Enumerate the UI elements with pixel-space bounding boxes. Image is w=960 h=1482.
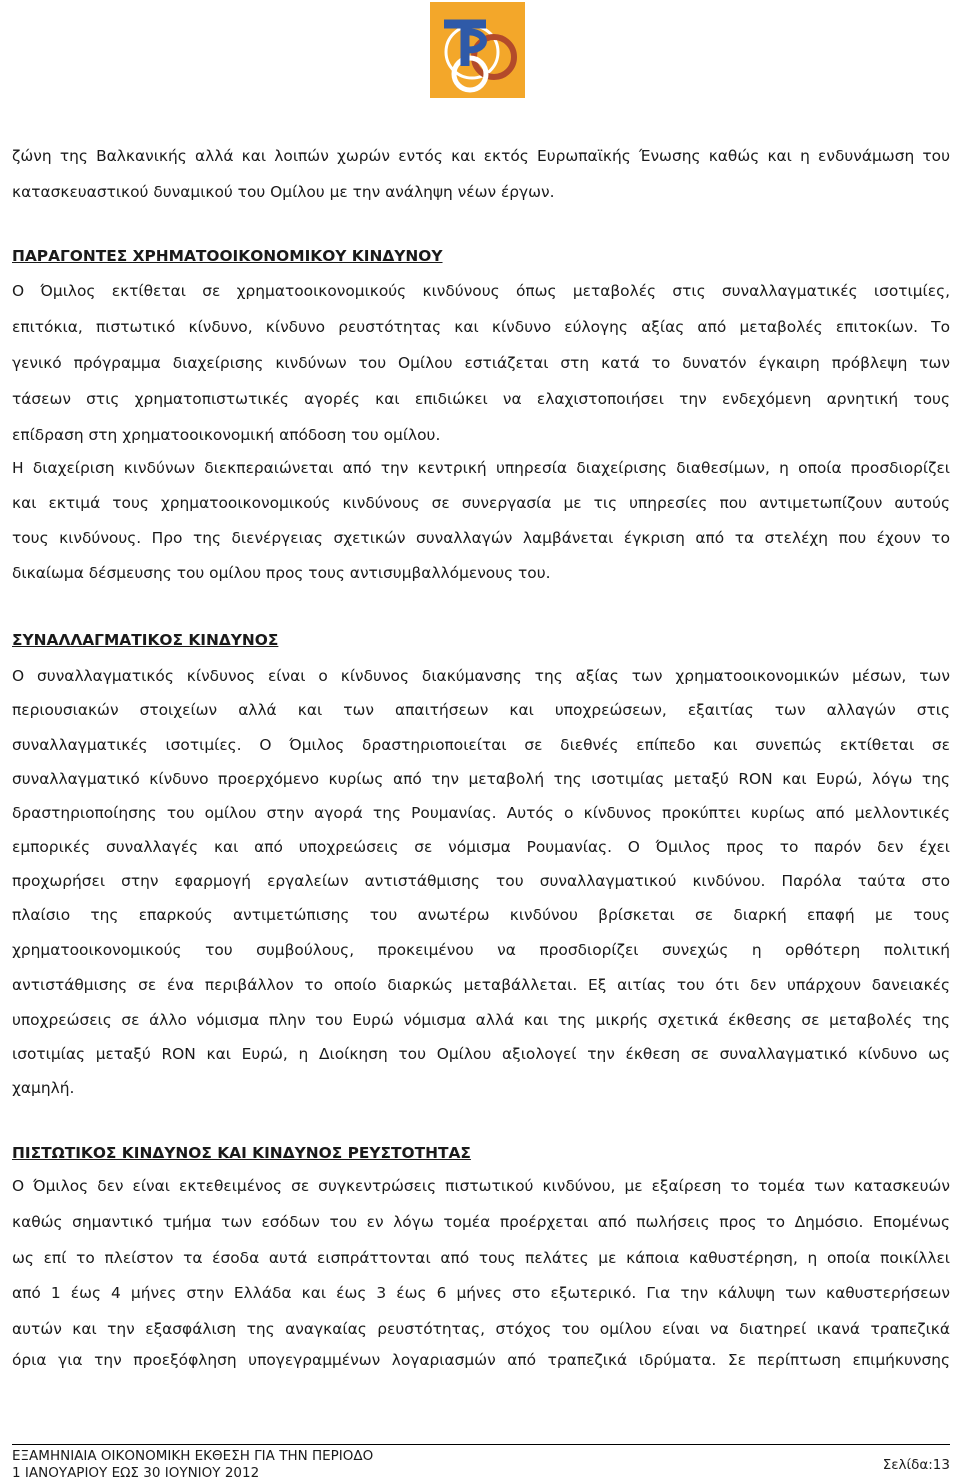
paragraph-line: αυτών και την εξασφάλιση της αναγκαίας ρευστότητας, στόχος του ομίλου είναι να διατηρεί ικανά τραπεζικά [12, 1320, 950, 1338]
paragraph-line: τάσεων στις χρηματοπιστωτικές αγορές και επιδιώκει να ελαχιστοποιήσει την ενδεχόμενη αρνητική τους [12, 390, 950, 408]
paragraph-line: τους κινδύνους. Προ της διενέργειας σχετικών συναλλαγών λαμβάνεται έγκριση από τα στελέχη που έχουν το [12, 529, 950, 547]
page-footer [12, 1444, 950, 1482]
company-logo [430, 2, 525, 98]
paragraph-line: υποχρεώσεις σε άλλο νόμισμα πλην του Ευρώ νόμισμα αλλά και της μικρής σχετικά έκθεσης σε μεταβολές της [12, 1011, 950, 1029]
paragraph-line: πλαίσιο της επαρκούς αντιμετώπισης του ανωτέρω κινδύνου βρίσκεται σε διαρκή επαφή με τους [12, 906, 950, 924]
paragraph-line: και εκτιμά τους χρηματοοικονομικούς κινδύνους σε συνεργασία με τις υπηρεσίες που αντιμετωπίζουν αυτούς [12, 494, 950, 512]
page-number: Σελίδα:13 [882, 1457, 950, 1473]
paragraph-line: όρια για την προεξόφληση υπογεγραμμένων λογαριασμών από τραπεζικά ιδρύματα. Σε περίπτωση επιμήκυνσης [12, 1351, 950, 1369]
section-heading: ΣΥΝΑΛΛΑΓΜΑΤΙΚΟΣ ΚΙΝΔΥΝΟΣ [12, 631, 279, 649]
paragraph-line: περιουσιακών στοιχείων αλλά και των απαιτήσεων και υποχρεώσεων, εξαιτίας των αλλαγών στις [12, 701, 950, 719]
paragraph-line: γενικό πρόγραμμα διαχείρισης κινδύνων του Ομίλου εστιάζεται στη κατά το δυνατόν έγκαιρη πρόβλεψη των [12, 354, 950, 372]
paragraph-line: ισοτιμίας μεταξύ RON και Ευρώ, η Διοίκηση του Ομίλου αξιολογεί την έκθεση σε συναλλαγματικό κίνδυνο ως [12, 1045, 950, 1063]
paragraph-line: καθώς σημαντικό τμήμα των εσόδων του εν λόγω τομέα προέρχεται από πωλήσεις προς το Δημόσιο. Επομένως [12, 1213, 950, 1231]
intro-line: κατασκευαστικού δυναμικού του Ομίλου με την ανάληψη νέων έργων. [12, 183, 555, 201]
paragraph-line: προχωρήσει στην εφαρμογή εργαλείων αντιστάθμισης του συναλλαγματικού κινδύνου. Παρόλα ταύτα στο [12, 872, 950, 890]
paragraph-line: χρηματοοικονομικούς του συμβούλους, προκειμένου να προσδιορίζει συνεχώς η ορθότερη πολιτική [12, 941, 950, 959]
footer-report-title: ΕΞΑΜΗΝΙΑΙΑ ΟΙΚΟΝΟΜΙΚΗ ΕΚΘΕΣΗ ΓΙΑ ΤΗΝ ΠΕΡΙΟΔΟ [12, 1448, 374, 1464]
paragraph-line: συναλλαγματικές ισοτιμίες. Ο Όμιλος δραστηριοποιείται σε διεθνές επίπεδο και συνεπώς εκτίθεται σε [12, 736, 950, 754]
paragraph-line: αντιστάθμισης σε ένα περιβάλλον το οποίο διαρκώς μεταβάλλεται. Εξ αιτίας του ότι δεν υπάρχουν δανειακές [12, 976, 950, 994]
paragraph-line: χαμηλή. [12, 1079, 75, 1097]
footer-period: 1 ΙΑΝΟΥΑΡΙΟΥ ΕΩΣ 30 ΙΟΥΝΙΟΥ 2012 [12, 1465, 260, 1481]
paragraph-line: συναλλαγματικό κίνδυνο προερχόμενο κυρίως από την μεταβολή της ισοτιμίας μεταξύ RON και Ευρώ, λόγω της [12, 770, 950, 788]
paragraph-line: δικαίωμα δέσμευσης του ομίλου προς τους αντισυμβαλλόμενους του. [12, 564, 551, 582]
section-heading: ΠΑΡΑΓΟΝΤΕΣ ΧΡΗΜΑΤΟΟΙΚΟΝΟΜΙΚΟΥ ΚΙΝΔΥΝΟΥ [12, 247, 443, 265]
paragraph-line: δραστηριοποίησης του ομίλου στην αγορά της Ρουμανίας. Αυτός ο κίνδυνος προκύπτει κυρίως από μελλοντικές [12, 804, 950, 822]
paragraph-line: επιτόκια, πιστωτικό κίνδυνο, κίνδυνο ρευστότητας και κίνδυνο εύλογης αξίας από μεταβολές επιτοκίων. Το [12, 318, 950, 336]
footer-divider [12, 1444, 950, 1445]
intro-line: ζώνη της Βαλκανικής αλλά και λοιπών χωρών εντός και εκτός Ευρωπαϊκής Ένωσης καθώς και η ενδυνάμωση του [12, 147, 950, 165]
paragraph-line: Ο Όμιλος εκτίθεται σε χρηματοοικονομικούς κινδύνους όπως μεταβολές στις συναλλαγματικές ισοτιμίες, [12, 282, 950, 300]
paragraph-line: Ο Όμιλος δεν είναι εκτεθειμένος σε συγκεντρώσεις πιστωτικού κινδύνου, με εξαίρεση το τομέα των κατασκευών [12, 1177, 950, 1195]
paragraph-line: από 1 έως 4 μήνες στην Ελλάδα και έως 3 έως 6 μήνες στο εξωτερικό. Για την κάλυψη των καθυστερήσεων [12, 1284, 950, 1302]
paragraph-line: επίδραση στη χρηματοοικονομική απόδοση του ομίλου. [12, 426, 441, 444]
paragraph-line: Η διαχείριση κινδύνων διεκπεραιώνεται από την κεντρική υπηρεσία διαχείρισης διαθεσίμων, η οποία προσδιορίζει [12, 459, 950, 477]
section-heading: ΠΙΣΤΩΤΙΚΟΣ ΚΙΝΔΥΝΟΣ ΚΑΙ ΚΙΝΔΥΝΟΣ ΡΕΥΣΤΟΤΗΤΑΣ [12, 1144, 471, 1162]
paragraph-line: ως επί το πλείστον τα έσοδα αυτά εισπράττονται από τους πελάτες με κάποια καθυστέρηση, η οποία ποικίλλει [12, 1249, 950, 1267]
paragraph-line: εμπορικές συναλλαγές και από υποχρεώσεις σε νόμισμα Ρουμανίας. Ο Όμιλος προς το παρόν δεν έχει [12, 838, 950, 856]
paragraph-line: Ο συναλλαγματικός κίνδυνος είναι ο κίνδυνος διακύμανσης της αξίας των χρηματοοικονομικών μέσων, των [12, 667, 950, 685]
